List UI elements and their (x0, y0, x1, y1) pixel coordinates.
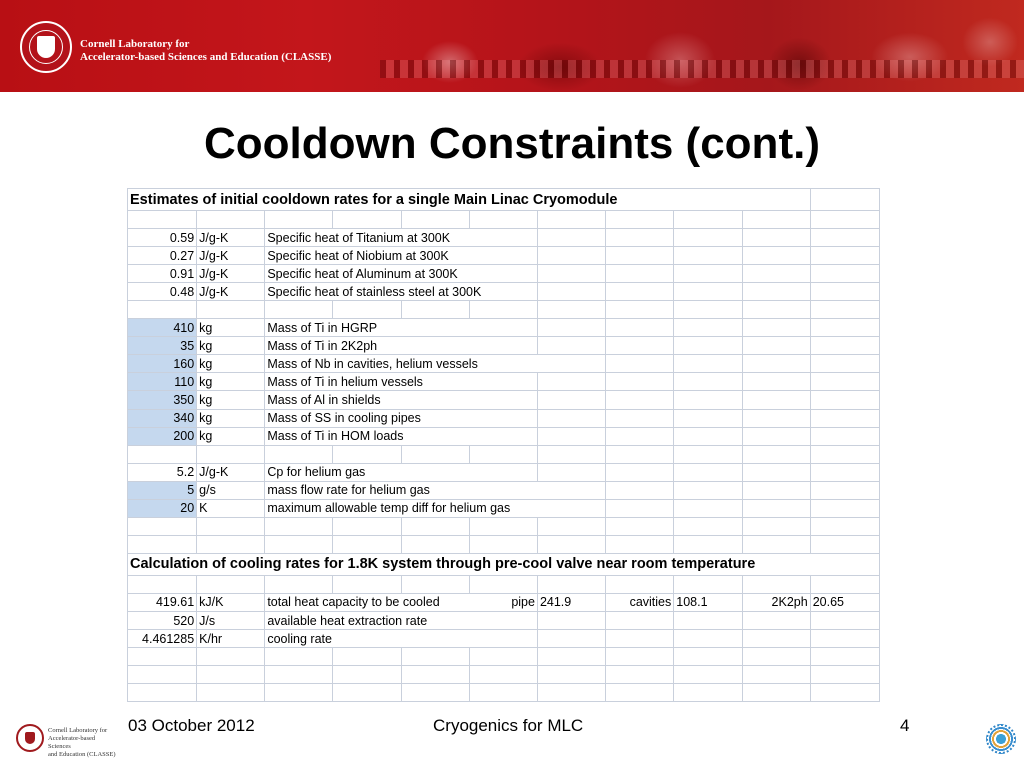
blank-row (128, 648, 880, 666)
cell-value-input: 340 (128, 409, 197, 427)
cell-unit: J/s (197, 611, 265, 629)
table-row (128, 630, 880, 648)
cell-pipe-label: pipe (469, 593, 537, 611)
cell-unit: kg (197, 355, 265, 373)
cell-cavities-value: 108.1 (674, 593, 742, 611)
cell-value: 0.27 (128, 247, 197, 265)
cell-value-input: 20 (128, 499, 197, 517)
blank-row (128, 445, 880, 463)
slide-title: Cooldown Constraints (cont.) (204, 119, 820, 168)
cell-unit: J/g-K (197, 463, 265, 481)
cell-description: available heat extraction rate (265, 611, 469, 629)
cell-value-input: 160 (128, 355, 197, 373)
footer-org-line2: Accelerator-based Sciences (48, 735, 96, 750)
table-row (128, 593, 880, 611)
blank-row (128, 575, 880, 593)
cell-unit: K (197, 499, 265, 517)
cell-value: 0.48 (128, 283, 197, 301)
cell-description: mass flow rate for helium gas (265, 481, 538, 499)
footer-org-name (48, 727, 118, 759)
cell-description: Specific heat of Titanium at 300K (265, 229, 469, 247)
footer-org-line3: and Education (CLASSE) (48, 751, 116, 758)
cell-description: maximum allowable temp diff for helium gas (265, 499, 538, 517)
footer-org-line1: Cornell Laboratory for (48, 727, 108, 734)
header-banner (0, 0, 1024, 92)
cell-unit: J/g-K (197, 265, 265, 283)
org-name-line1: Cornell Laboratory for (80, 38, 190, 50)
cell-unit: J/g-K (197, 283, 265, 301)
table-row (128, 247, 880, 265)
cell-unit: J/g-K (197, 247, 265, 265)
cell-unit: kg (197, 373, 265, 391)
cell-description: Mass of Al in shields (265, 391, 469, 409)
cell-value: 0.91 (128, 265, 197, 283)
cell-description: Mass of Ti in 2K2ph (265, 337, 469, 355)
cell-value-input: 200 (128, 427, 197, 445)
cell-unit: kJ/K (197, 593, 265, 611)
section-title-estimates: Estimates of initial cooldown rates for a single Main Linac Cryomodule (128, 189, 743, 211)
cell-description: Specific heat of Niobium at 300K (265, 247, 469, 265)
cell-value: 5.2 (128, 463, 197, 481)
collaboration-logo-icon (986, 724, 1016, 754)
table-row (128, 265, 880, 283)
cell-value: 4.461285 (128, 630, 197, 648)
cell-value-input: 110 (128, 373, 197, 391)
blank-row (128, 535, 880, 553)
cell-value: 0.59 (128, 229, 197, 247)
cornell-seal-icon (20, 21, 72, 73)
blank-row (128, 301, 880, 319)
cell-unit: kg (197, 319, 265, 337)
cell-description: Mass of Ti in helium vessels (265, 373, 469, 391)
blank-row (128, 211, 880, 229)
table-row (128, 337, 880, 355)
table-row (128, 427, 880, 445)
cell-value-input: 410 (128, 319, 197, 337)
table-row (128, 611, 880, 629)
cell-unit: K/hr (197, 630, 265, 648)
section-header-row (128, 553, 880, 575)
cell-description: Mass of SS in cooling pipes (265, 409, 469, 427)
cell-unit: kg (197, 337, 265, 355)
cell-description: Mass of Ti in HOM loads (265, 427, 469, 445)
table-row (128, 463, 880, 481)
cornell-footer-logo-icon (16, 724, 44, 752)
footer-date: 03 October 2012 (128, 716, 255, 735)
section-title-calculation: Calculation of cooling rates for 1.8K system through pre-cool valve near room temperature (128, 553, 880, 575)
cell-description: total heat capacity to be cooled (265, 593, 469, 611)
org-name (80, 38, 331, 64)
cell-unit: kg (197, 409, 265, 427)
cell-value: 520 (128, 611, 197, 629)
cell-unit: J/g-K (197, 229, 265, 247)
org-name-line2: Accelerator-based Sciences and Education (CLASSE) (80, 51, 332, 63)
cell-value-input: 5 (128, 481, 197, 499)
cell-unit: g/s (197, 481, 265, 499)
cell-description: Mass of Nb in cavities, helium vessels (265, 355, 538, 373)
table-row (128, 355, 880, 373)
cell-value-input: 35 (128, 337, 197, 355)
table-row (128, 499, 880, 517)
section-header-row (128, 189, 880, 211)
table-row (128, 319, 880, 337)
blank-row (128, 517, 880, 535)
table-row (128, 391, 880, 409)
table-row (128, 409, 880, 427)
table-row (128, 283, 880, 301)
accelerator-photo-detail (380, 60, 1024, 78)
cell-unit: kg (197, 391, 265, 409)
cell-value-input: 350 (128, 391, 197, 409)
blank-row (128, 666, 880, 684)
cell-description: Mass of Ti in HGRP (265, 319, 469, 337)
cell-description: Cp for helium gas (265, 463, 469, 481)
cell-2k2ph-value: 20.65 (810, 593, 879, 611)
cell-description: Specific heat of stainless steel at 300K (265, 283, 469, 301)
footer-talk-title: Cryogenics for MLC (433, 716, 584, 735)
table-row (128, 481, 880, 499)
cell-unit: kg (197, 427, 265, 445)
slide-number: 4 (900, 716, 910, 735)
table-row (128, 229, 880, 247)
table-row (128, 373, 880, 391)
cell-value: 419.61 (128, 593, 197, 611)
cell-cavities-label: cavities (606, 593, 674, 611)
cell-description: Specific heat of Aluminum at 300K (265, 265, 469, 283)
cooldown-spreadsheet (127, 188, 880, 702)
cell-2k2ph-label: 2K2ph (742, 593, 810, 611)
cell-description: cooling rate (265, 630, 469, 648)
blank-row (128, 684, 880, 702)
accelerator-photo-strip (380, 12, 1024, 92)
cell-pipe-value: 241.9 (537, 593, 605, 611)
